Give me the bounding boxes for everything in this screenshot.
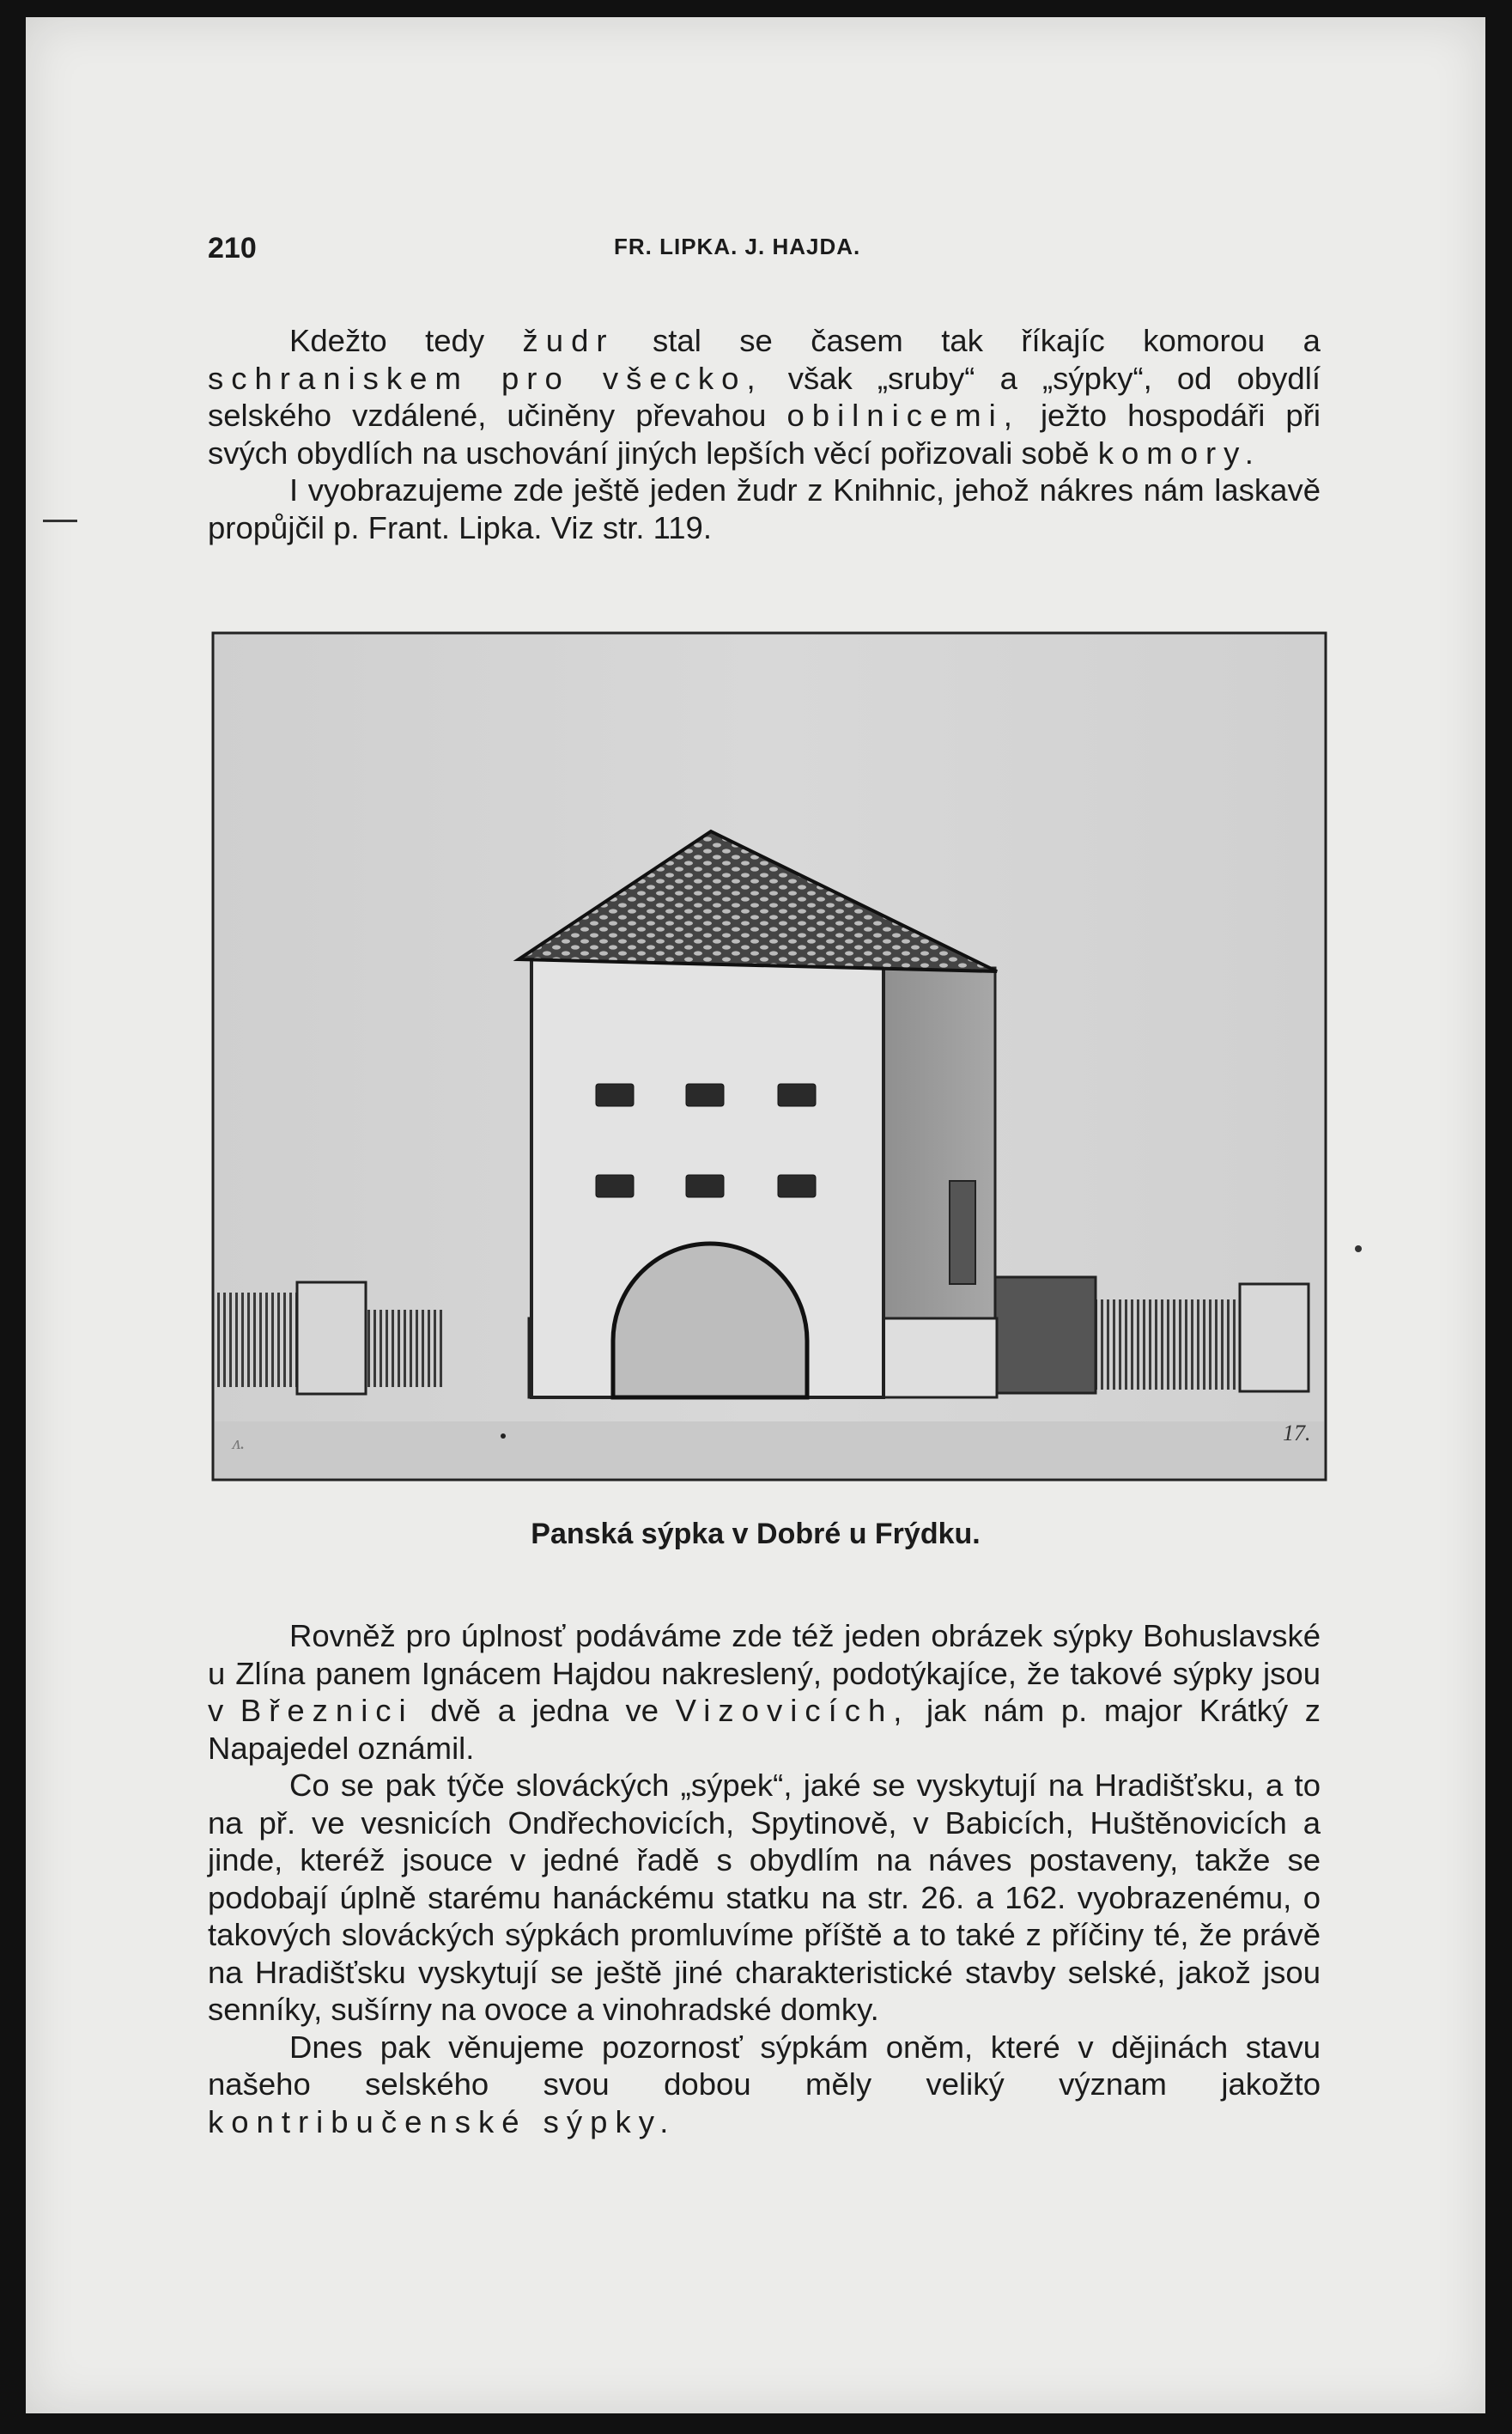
text-run: Rovněž pro úplnosť podáváme zde též jeden obrázek sýpky Bohuslavské u Zlína panem Ignácem Hajdou nakreslený, podotýkajíce, že takové sýpky jsou v xyxy=(208,1618,1321,1728)
figure-caption: Panská sýpka v Dobré u Frýdku. xyxy=(531,1518,981,1550)
fence-left-outer xyxy=(215,1293,301,1387)
gate-pillar-left xyxy=(297,1282,366,1394)
side-annex-wall xyxy=(984,1277,1096,1393)
book-page xyxy=(26,17,1485,2413)
ground xyxy=(215,1421,1324,1478)
gate-pillar-right xyxy=(1240,1284,1309,1391)
margin-dot xyxy=(1355,1245,1362,1252)
text-run: dvě a jedna ve xyxy=(413,1693,676,1728)
paragraph-5 xyxy=(208,2029,1321,2141)
margin-mark xyxy=(43,520,77,522)
page-number: 210 xyxy=(208,232,257,265)
running-head: FR. LIPKA. J. HAJDA. xyxy=(614,234,861,259)
side-door xyxy=(950,1181,975,1284)
spaced-emphasis: Vizovicích, xyxy=(675,1693,910,1728)
paragraph-2: I vyobrazujeme zde ještě jeden žudr z Knihnic, jehož nákres nám laskavě propůjčil p. Frant. Lipka. Viz str. 119. xyxy=(208,472,1321,545)
scribble-left: ᴧ. xyxy=(233,1432,246,1453)
page-header xyxy=(26,232,1485,266)
granary-illustration xyxy=(211,631,1327,1482)
spaced-emphasis: žudr xyxy=(522,323,615,358)
paragraph-3 xyxy=(208,1617,1321,1767)
text-block-bottom xyxy=(208,1617,1321,2140)
paragraph-1 xyxy=(208,322,1321,472)
figure-mark: 17. xyxy=(1283,1421,1311,1445)
fence-right xyxy=(1091,1299,1250,1390)
spaced-emphasis: obilnicemi, xyxy=(786,398,1020,433)
text-run: Kdežto tedy xyxy=(289,323,523,358)
spaced-emphasis: schraniskem pro všecko, xyxy=(208,360,763,396)
text-block-top xyxy=(208,322,1321,546)
text-run: stal se časem tak říkajíc komorou a xyxy=(614,323,1321,358)
text-run: však „sruby“ a „sýpky“, od obydlí selského vzdálené, učiněny převahou xyxy=(208,360,1321,433)
spaced-emphasis: komory. xyxy=(1097,435,1261,471)
windows-lower xyxy=(596,1175,816,1197)
text-run: Dnes pak věnujeme pozornosť sýpkám oněm, které v dějinách stavu našeho selského svou dobou měly veliký význam jakožto xyxy=(208,2029,1321,2102)
paragraph-4: Co se pak týče slováckých „sýpek“, jaké se vyskytují na Hradišťsku, a to na př. ve vesnicích Ondřechovicích, Spytinově, v Babicích, Huštěnovicích a jinde, kteréž jsouce v jedné řadě s obydlím na náves postaveny, takže se podobají úplně starému hanáckému statku na str. 26. a 162. vyobrazenému, o takových slováckých sýpkách promluvíme příště a to také z příčiny té, že právě na Hradišťsku vyskytují se ještě jiné charakteristické stavby selské, jakož jsou senníky, sušírny na ovoce a vinohradské domky. xyxy=(208,1768,1321,2027)
spaced-emphasis: kontribučenské sýpky. xyxy=(208,2103,677,2139)
windows-upper xyxy=(596,1084,816,1106)
ground-dot xyxy=(501,1433,506,1439)
text-run: jak nám p. major Krátký z Napajedel oznámil. xyxy=(208,1693,1321,1766)
granary-drawing xyxy=(211,631,1327,1482)
spaced-emphasis: Březnici xyxy=(240,1693,414,1728)
text-run: ježto hospodáři při svých obydlích na uschování jiných lepších věcí pořizovali sobě xyxy=(208,398,1321,471)
